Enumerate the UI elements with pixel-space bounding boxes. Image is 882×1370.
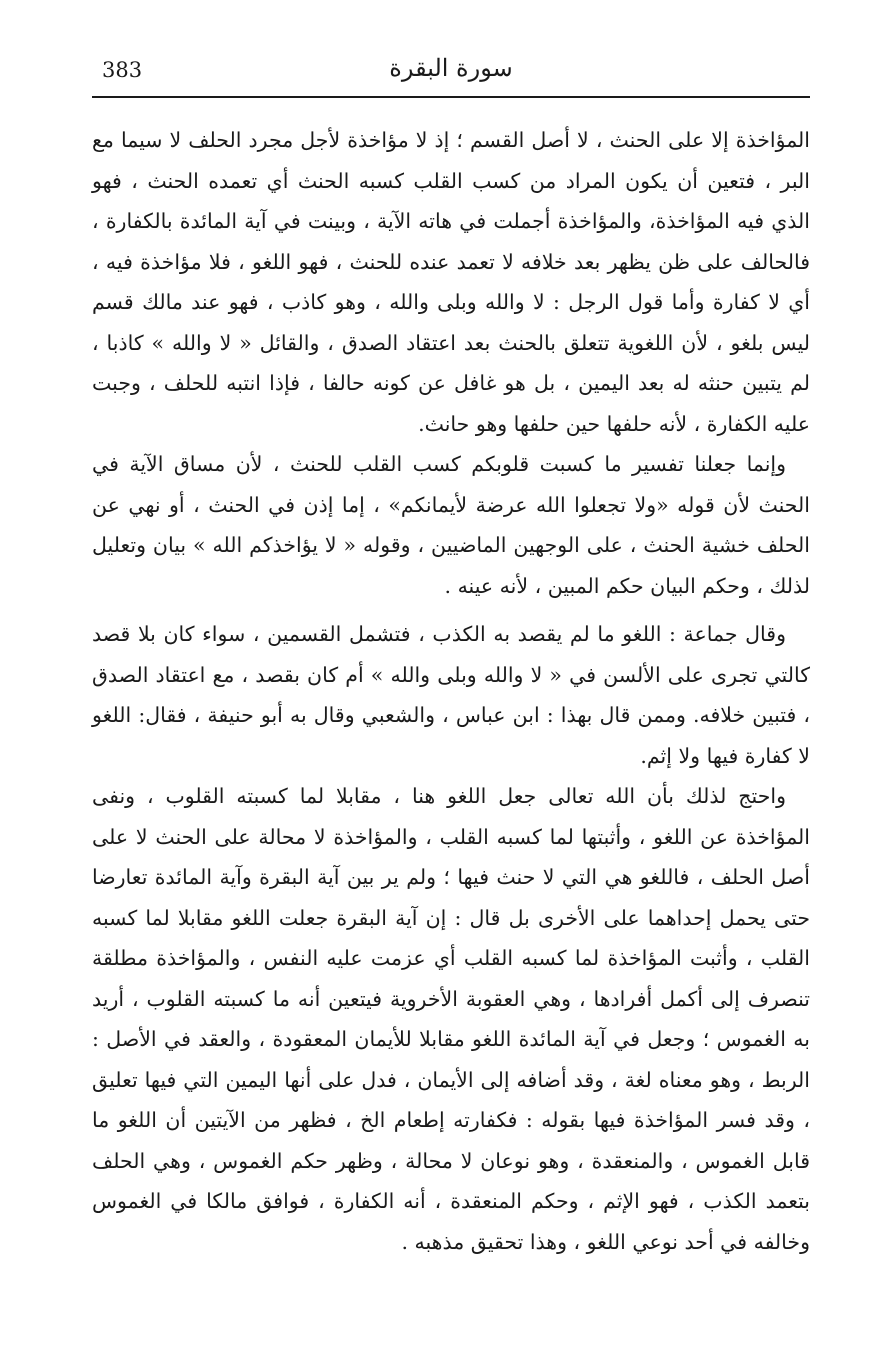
paragraph-2: وإنما جعلنا تفسير ما كسبت قلوبكم كسب القلب للحنث ، لأن مساق الآية في الحنث لأن قوله «ولا تجعلوا الله عرضة لأيمانكم» ، إما إذن في الحنث ، أو نهي عن الحلف خشية الحنث ، على الوجهين الماضيين ، وقوله « لا يؤاخذكم الله » بيان وتعليل لذلك ، وحكم البيان حكم المبين ، لأنه عينه .: [92, 452, 810, 598]
page-body: [92, 120, 810, 1262]
paragraph-1: المؤاخذة إلا على الحنث ، لا أصل القسم ؛ إذ لا مؤاخذة لأجل مجرد الحلف لا سيما مع البر ، فتعين أن يكون المراد من كسب القلب كسبه الحنث أي تعمده الحنث ، فهو الذي فيه المؤاخذة، والمؤاخذة أجملت في هاته الآية ، وبينت في آية المائدة بالكفارة ، فالحالف على ظن يظهر بعد خلافه لا تعمد عنده للحنث ، فهو اللغو ، فلا مؤاخذة فيه ، أي لا كفارة وأما قول الرجل : لا والله وبلى والله ، وهو كاذب ، فهو عند مالك قسم ليس بلغو ، لأن اللغوية تتعلق بالحنث بعد اعتقاد الصدق ، والقائل « لا والله » كاذبا ، لم يتبين حنثه له بعد اليمين ، بل هو غافل عن كونه حالفا ، فإذا انتبه للحلف ، وجبت عليه الكفارة ، لأنه حلفها حين حلفها وهو حانث.: [92, 128, 810, 436]
paragraph-4: واحتج لذلك بأن الله تعالى جعل اللغو هنا ، مقابلا لما كسبته القلوب ، ونفى المؤاخذة عن اللغو ، وأثبتها لما كسبه القلب ، والمؤاخذة لا محالة على الحنث لا على أصل الحلف ، فاللغو هي التي لا حنث فيها ؛ ولم ير بين آية البقرة وآية المائدة تعارضا حتى يحمل إحداهما على الأخرى بل قال : إن آية البقرة جعلت اللغو مقابلا لما كسبه القلب ، وأثبت المؤاخذة لما كسبه القلب أي عزمت عليه النفس ، والمؤاخذة مطلقة تنصرف إلى أكمل أفرادها ، وهي العقوبة الأخروية فيتعين أنه ما كسبته القلوب ، أريد به الغموس ؛ وجعل في آية المائدة اللغو مقابلا للأيمان المعقودة ، والعقد في الأصل : الربط ، وهو معناه لغة ، وقد أضافه إلى الأيمان ، فدل على أنها اليمين التي فيها تعليق ، وقد فسر المؤاخذة فيها بقوله : فكفارته إطعام الخ ، فظهر من الآيتين أن اللغو ما قابل الغموس ، والمنعقدة ، وهو نوعان لا محالة ، وظهر حكم الغموس ، وهي الحلف بتعمد الكذب ، فهو الإثم ، وحكم المنعقدة ، أنه الكفارة ، فوافق مالكا في الغموس وخالفه في أحد نوعي اللغو ، وهذا تحقيق مذهبه .: [92, 784, 810, 1254]
surah-title: سورة البقرة: [389, 54, 513, 82]
paragraph-3: وقال جماعة : اللغو ما لم يقصد به الكذب ، فتشمل القسمين ، سواء كان بلا قصد كالتي تجرى على الألسن في « لا والله وبلى والله » أم كان بقصد ، مع اعتقاد الصدق ، فتبين خلافه. وممن قال بهذا : ابن عباس ، والشعبي وقال به أبو حنيفة ، فقال: اللغو لا كفارة فيها ولا إثم.: [92, 622, 810, 768]
page-number: 383: [102, 58, 143, 82]
running-header: [92, 44, 810, 98]
